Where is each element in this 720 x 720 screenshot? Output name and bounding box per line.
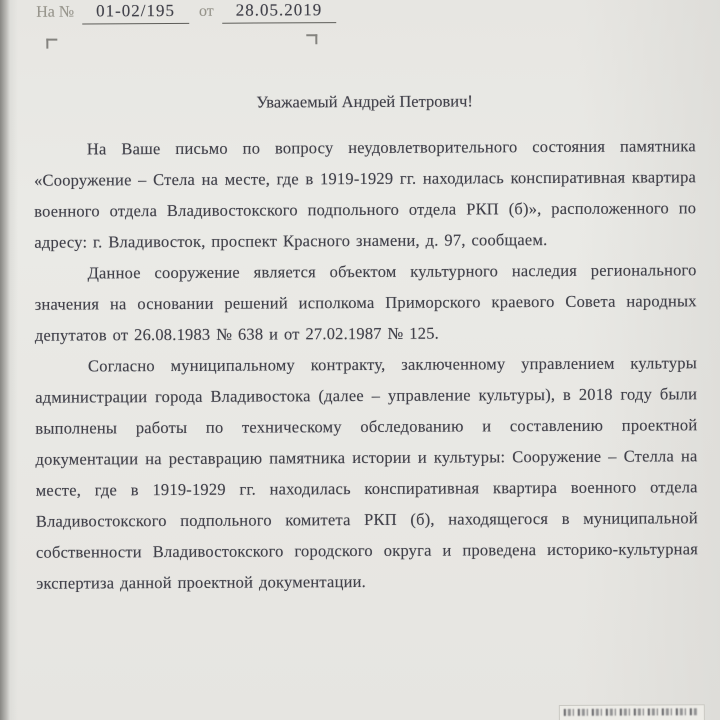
address-corner-mark-left [46, 39, 57, 49]
cut-off-text-fragment [559, 704, 705, 720]
reference-header [36, 0, 336, 28]
paragraph-subject: На Ваше письмо по вопросу неудовлетворительного состояния памятника «Сооружение – Стела на месте, где в 1919-1929 гг. находилась конспиративная квартира военного отдела Владивостокского подпольного отдела РКП (б)», расположенного по адресу: г. Владивосток, проспект Красного знамени, д. 97, сообщаем. [34, 136, 697, 252]
illegible-text-smudge [564, 708, 699, 716]
reference-number-value: 01-02/195 [82, 1, 189, 25]
paragraph-contract-works: Согласно муниципальному контракту, заключенному управлением культуры администрации города Владивостока (далее – управление культуры), в 2018 году были выполнены работы по техническому обследованию и составлению проектной документации на реставрацию памятника истории и культуры: Сооружение – Стелла на месте, где в 1919-1929 гг. находилась конспиративная квартира военного отдела Владивостокского подпольного комитета РКП (б), находящегося в муниципальной собственности Владивостокского городского округа и проведена историко-культурная экспертиза данной проектной документации. [35, 353, 699, 593]
reference-number-label: На № [36, 3, 75, 21]
letter-body [34, 84, 699, 598]
address-corner-mark-right [306, 34, 317, 44]
reference-date-value: 28.05.2019 [222, 0, 337, 24]
salutation: Уважаемый Андрей Петрович! [256, 91, 473, 112]
reference-date-label: от [198, 2, 214, 20]
paragraph-heritage-status: Данное сооружение является объектом культурного наследия регионального значения на основании решений исполкома Приморского краевого Совета народных депутатов от 26.08.1983 № 638 и от 27.02.1987 № 125. [34, 260, 697, 345]
